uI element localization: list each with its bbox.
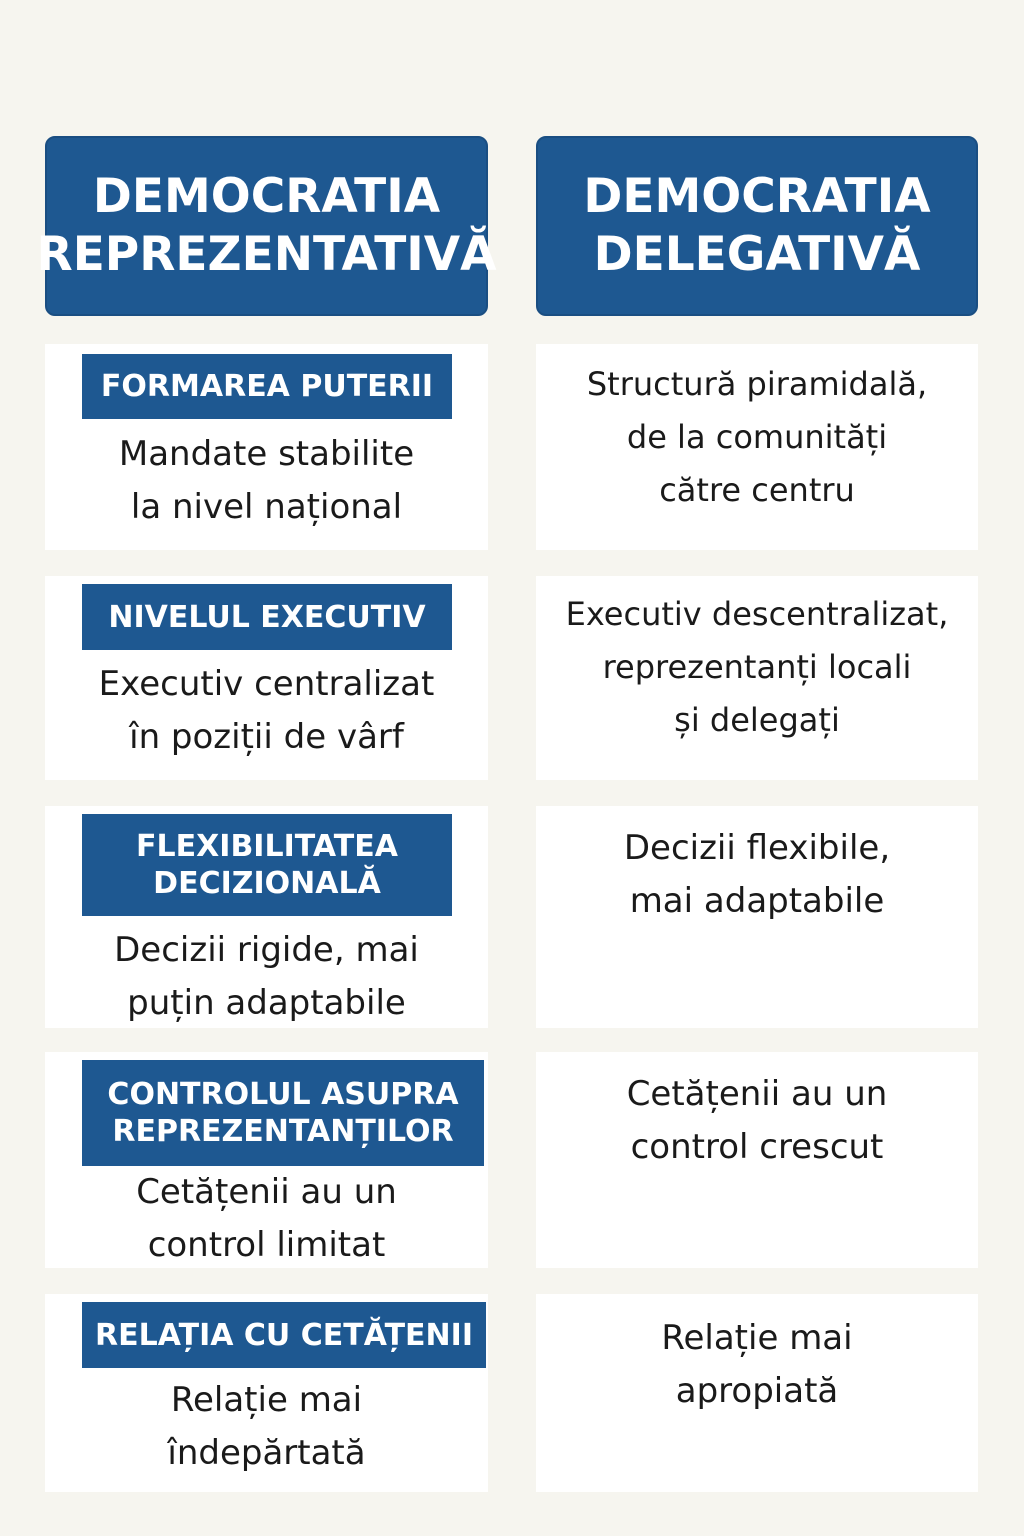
row-label-decision-flexibility: FLEXIBILITATEA DECIZIONALĂ — [82, 814, 452, 916]
representative-executive-level-text: Executiv centralizat în poziții de vârf — [98, 664, 435, 757]
row-representative-control-representative — [45, 1052, 488, 1268]
representative-citizen-relation-text: Relație mai îndepărtată — [167, 1380, 366, 1473]
row-label-representative-control: CONTROLUL ASUPRA REPREZENTANȚILOR — [82, 1060, 484, 1166]
row-citizen-relation-delegative — [536, 1294, 978, 1492]
row-power-formation-representative — [45, 344, 488, 550]
delegative-representative-control-text: Cetățenii au un control crescut — [626, 1074, 888, 1167]
row-decision-flexibility-delegative — [536, 806, 978, 1028]
header-representative-democracy: DEMOCRATIA REPREZENTATIVĂ — [45, 136, 488, 316]
delegative-executive-level-text: Executiv descentralizat, reprezentanți locali și delegați — [565, 595, 949, 739]
representative-decision-flexibility-text: Decizii rigide, mai puțin adaptabile — [114, 930, 419, 1023]
row-executive-level-representative — [45, 576, 488, 780]
delegative-decision-flexibility-text: Decizii flexibile, mai adaptabile — [623, 828, 891, 921]
row-power-formation-delegative — [536, 344, 978, 550]
row-representative-control-delegative — [536, 1052, 978, 1268]
delegative-power-formation-text: Structură piramidală, de la comunități către centru — [586, 365, 928, 509]
representative-representative-control-text: Cetățenii au un control limitat — [136, 1172, 397, 1265]
delegative-citizen-relation-text: Relație mai apropiată — [661, 1318, 853, 1411]
row-executive-level-delegative — [536, 576, 978, 780]
row-label-power-formation: FORMAREA PUTERII — [82, 354, 452, 419]
representative-power-formation-text: Mandate stabilite la nivel național — [118, 434, 415, 527]
row-decision-flexibility-representative — [45, 806, 488, 1028]
row-label-executive-level: NIVELUL EXECUTIV — [82, 584, 452, 650]
row-label-citizen-relation: RELAȚIA CU CETĂȚENII — [82, 1302, 486, 1368]
row-citizen-relation-representative — [45, 1294, 488, 1492]
header-delegative-democracy: DEMOCRATIA DELEGATIVĂ — [536, 136, 978, 316]
